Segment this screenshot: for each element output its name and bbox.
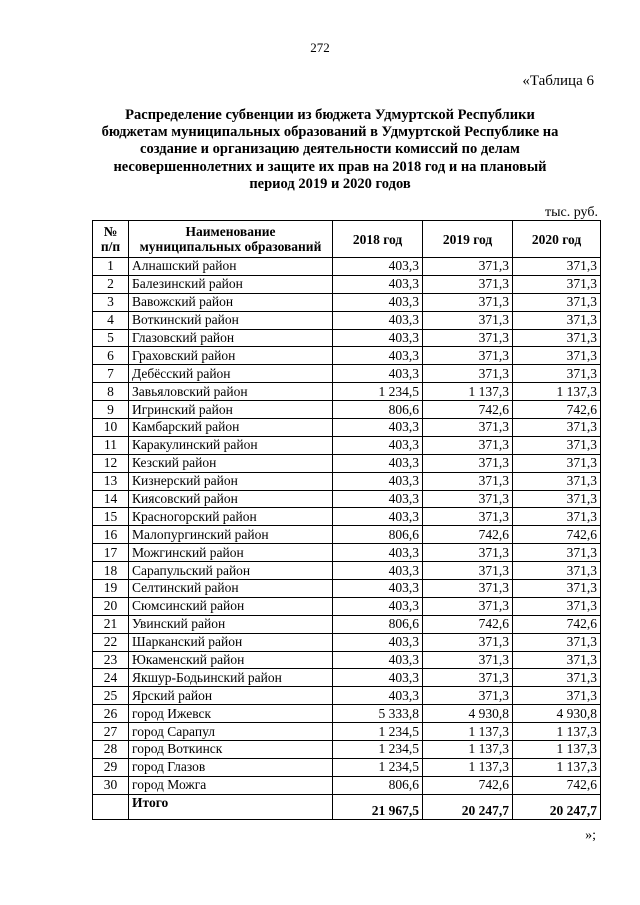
value-2020: 742,6 [513, 526, 601, 544]
municipality-name: Граховский район [129, 347, 333, 365]
value-2019: 371,3 [423, 347, 513, 365]
municipality-name: Каракулинский район [129, 436, 333, 454]
row-number: 29 [93, 758, 129, 776]
subsidy-table [92, 220, 601, 820]
table-row [93, 526, 601, 544]
table-row [93, 293, 601, 311]
value-2018: 403,3 [333, 258, 423, 276]
row-number: 10 [93, 419, 129, 437]
table-header-row [93, 221, 601, 258]
table-caption: «Таблица 6 [522, 73, 594, 89]
value-2019: 371,3 [423, 258, 513, 276]
table-row [93, 758, 601, 776]
value-2020: 1 137,3 [513, 723, 601, 741]
value-2019: 4 930,8 [423, 705, 513, 723]
table-row [93, 329, 601, 347]
row-number: 23 [93, 651, 129, 669]
value-2019: 371,3 [423, 544, 513, 562]
table-row [93, 258, 601, 276]
table-row [93, 275, 601, 293]
row-number: 1 [93, 258, 129, 276]
table-row [93, 723, 601, 741]
value-2018: 5 333,8 [333, 705, 423, 723]
value-2018: 403,3 [333, 419, 423, 437]
header-number-line1: № [103, 224, 118, 239]
value-2020: 1 137,3 [513, 741, 601, 759]
value-2020: 371,3 [513, 293, 601, 311]
table-row [93, 419, 601, 437]
value-2020: 371,3 [513, 275, 601, 293]
value-2018: 403,3 [333, 347, 423, 365]
municipality-name: Глазовский район [129, 329, 333, 347]
value-2019: 371,3 [423, 580, 513, 598]
municipality-name: Завьяловский район [129, 383, 333, 401]
municipality-name: Якшур-Бодьинский район [129, 669, 333, 687]
value-2019: 371,3 [423, 490, 513, 508]
municipality-name: Сюмсинский район [129, 597, 333, 615]
header-name [129, 221, 333, 258]
table-row [93, 383, 601, 401]
value-2019: 371,3 [423, 436, 513, 454]
row-number: 26 [93, 705, 129, 723]
municipality-name: город Сарапул [129, 723, 333, 741]
value-2019: 371,3 [423, 454, 513, 472]
document-title [80, 107, 580, 193]
municipality-name: город Можга [129, 776, 333, 794]
value-2019: 1 137,3 [423, 758, 513, 776]
row-number: 18 [93, 562, 129, 580]
row-number: 15 [93, 508, 129, 526]
municipality-name: город Ижевск [129, 705, 333, 723]
value-2020: 371,3 [513, 651, 601, 669]
municipality-name: город Глазов [129, 758, 333, 776]
total-2019: 20 247,7 [423, 794, 513, 819]
value-2019: 371,3 [423, 365, 513, 383]
table-row [93, 365, 601, 383]
table-row [93, 633, 601, 651]
value-2020: 371,3 [513, 544, 601, 562]
value-2018: 806,6 [333, 615, 423, 633]
value-2019: 371,3 [423, 329, 513, 347]
value-2019: 371,3 [423, 597, 513, 615]
value-2018: 403,3 [333, 597, 423, 615]
municipality-name: Малопургинский район [129, 526, 333, 544]
row-number: 5 [93, 329, 129, 347]
title-line: несовершеннолетних и защите их прав на 2018 год и на плановый [113, 158, 547, 175]
table-row [93, 454, 601, 472]
municipality-name: Шарканский район [129, 633, 333, 651]
municipality-name: Можгинский район [129, 544, 333, 562]
value-2020: 371,3 [513, 436, 601, 454]
row-number: 27 [93, 723, 129, 741]
value-2020: 371,3 [513, 669, 601, 687]
value-2020: 371,3 [513, 258, 601, 276]
value-2020: 371,3 [513, 347, 601, 365]
value-2019: 1 137,3 [423, 383, 513, 401]
value-2020: 371,3 [513, 454, 601, 472]
value-2018: 403,3 [333, 454, 423, 472]
municipality-name: Дебёсский район [129, 365, 333, 383]
value-2018: 403,3 [333, 472, 423, 490]
row-number: 30 [93, 776, 129, 794]
value-2019: 371,3 [423, 508, 513, 526]
table-row [93, 687, 601, 705]
value-2018: 1 234,5 [333, 383, 423, 401]
table-row [93, 401, 601, 419]
closing-quote: »; [585, 828, 596, 843]
value-2019: 742,6 [423, 776, 513, 794]
row-number: 8 [93, 383, 129, 401]
value-2019: 371,3 [423, 669, 513, 687]
value-2020: 4 930,8 [513, 705, 601, 723]
value-2020: 1 137,3 [513, 383, 601, 401]
value-2018: 403,3 [333, 544, 423, 562]
municipality-name: Сарапульский район [129, 562, 333, 580]
municipality-name: Ярский район [129, 687, 333, 705]
total-row [93, 794, 601, 819]
value-2018: 403,3 [333, 651, 423, 669]
row-number: 11 [93, 436, 129, 454]
value-2020: 371,3 [513, 508, 601, 526]
table-body [93, 258, 601, 795]
header-2018: 2018 год [333, 221, 423, 258]
table-row [93, 508, 601, 526]
row-number: 12 [93, 454, 129, 472]
municipality-name: Вавожский район [129, 293, 333, 311]
value-2019: 1 137,3 [423, 741, 513, 759]
row-number: 4 [93, 311, 129, 329]
value-2018: 806,6 [333, 526, 423, 544]
municipality-name: Камбарский район [129, 419, 333, 437]
value-2020: 742,6 [513, 615, 601, 633]
municipality-name: Кизнерский район [129, 472, 333, 490]
row-number: 25 [93, 687, 129, 705]
row-number: 21 [93, 615, 129, 633]
value-2019: 371,3 [423, 651, 513, 669]
value-2020: 371,3 [513, 419, 601, 437]
value-2020: 371,3 [513, 562, 601, 580]
row-number: 9 [93, 401, 129, 419]
header-2020: 2020 год [513, 221, 601, 258]
table-row [93, 472, 601, 490]
value-2018: 806,6 [333, 401, 423, 419]
value-2019: 371,3 [423, 633, 513, 651]
municipality-name: Киясовский район [129, 490, 333, 508]
row-number: 28 [93, 741, 129, 759]
value-2018: 403,3 [333, 633, 423, 651]
value-2019: 742,6 [423, 526, 513, 544]
value-2019: 1 137,3 [423, 723, 513, 741]
value-2018: 1 234,5 [333, 758, 423, 776]
value-2020: 371,3 [513, 329, 601, 347]
title-line: Распределение субвенции из бюджета Удмуртской Республики [125, 107, 535, 123]
row-number: 3 [93, 293, 129, 311]
row-number: 2 [93, 275, 129, 293]
value-2019: 742,6 [423, 615, 513, 633]
value-2020: 742,6 [513, 401, 601, 419]
header-number [93, 221, 129, 258]
municipality-name: Алнашский район [129, 258, 333, 276]
value-2018: 806,6 [333, 776, 423, 794]
value-2018: 403,3 [333, 669, 423, 687]
row-number: 20 [93, 597, 129, 615]
municipality-name: Кезский район [129, 454, 333, 472]
value-2020: 371,3 [513, 365, 601, 383]
value-2018: 1 234,5 [333, 723, 423, 741]
title-line: период 2019 и 2020 годов [249, 175, 411, 192]
value-2018: 403,3 [333, 687, 423, 705]
table-row [93, 311, 601, 329]
value-2019: 371,3 [423, 472, 513, 490]
value-2019: 742,6 [423, 401, 513, 419]
total-2018: 21 967,5 [333, 794, 423, 819]
municipality-name: Селтинский район [129, 580, 333, 598]
table-row [93, 580, 601, 598]
value-2020: 1 137,3 [513, 758, 601, 776]
value-2018: 403,3 [333, 365, 423, 383]
value-2018: 403,3 [333, 580, 423, 598]
value-2020: 371,3 [513, 490, 601, 508]
value-2020: 371,3 [513, 687, 601, 705]
header-2019: 2019 год [423, 221, 513, 258]
value-2019: 371,3 [423, 275, 513, 293]
municipality-name: Юкаменский район [129, 651, 333, 669]
row-number: 22 [93, 633, 129, 651]
value-2020: 371,3 [513, 633, 601, 651]
value-2018: 403,3 [333, 562, 423, 580]
total-label: Итого [129, 794, 333, 819]
table-row [93, 741, 601, 759]
value-2019: 371,3 [423, 562, 513, 580]
table-row [93, 651, 601, 669]
value-2019: 371,3 [423, 419, 513, 437]
row-number: 14 [93, 490, 129, 508]
row-number: 7 [93, 365, 129, 383]
row-number: 24 [93, 669, 129, 687]
page-number: 272 [310, 40, 330, 55]
table-row [93, 669, 601, 687]
row-number: 17 [93, 544, 129, 562]
municipality-name: город Воткинск [129, 741, 333, 759]
municipality-name: Воткинский район [129, 311, 333, 329]
value-2019: 371,3 [423, 311, 513, 329]
table-row [93, 490, 601, 508]
value-2018: 403,3 [333, 275, 423, 293]
value-2018: 403,3 [333, 508, 423, 526]
table-row [93, 776, 601, 794]
title-line: создание и организацию деятельности комиссий по делам [140, 141, 520, 158]
units-label: тыс. руб. [545, 205, 598, 220]
value-2018: 403,3 [333, 436, 423, 454]
header-number-line2: п/п [100, 239, 121, 254]
row-number: 19 [93, 580, 129, 598]
row-number: 13 [93, 472, 129, 490]
value-2018: 403,3 [333, 490, 423, 508]
municipality-name: Красногорский район [129, 508, 333, 526]
municipality-name: Балезинский район [129, 275, 333, 293]
table-row [93, 705, 601, 723]
value-2020: 371,3 [513, 597, 601, 615]
header-name-line2: муниципальных образований [139, 239, 322, 254]
value-2018: 403,3 [333, 311, 423, 329]
table-row [93, 615, 601, 633]
municipality-name: Увинский район [129, 615, 333, 633]
value-2020: 742,6 [513, 776, 601, 794]
table-row [93, 597, 601, 615]
table-row [93, 436, 601, 454]
value-2019: 371,3 [423, 687, 513, 705]
value-2020: 371,3 [513, 311, 601, 329]
header-name-line1: Наименование [185, 224, 276, 239]
title-line: бюджетам муниципальных образований в Удмуртской Республике на [101, 124, 559, 141]
total-number-cell [93, 794, 129, 819]
row-number: 16 [93, 526, 129, 544]
table-row [93, 347, 601, 365]
value-2018: 403,3 [333, 293, 423, 311]
value-2020: 371,3 [513, 580, 601, 598]
total-2020: 20 247,7 [513, 794, 601, 819]
row-number: 6 [93, 347, 129, 365]
value-2019: 371,3 [423, 293, 513, 311]
table-row [93, 544, 601, 562]
municipality-name: Игринский район [129, 401, 333, 419]
value-2018: 1 234,5 [333, 741, 423, 759]
value-2018: 403,3 [333, 329, 423, 347]
table-row [93, 562, 601, 580]
value-2020: 371,3 [513, 472, 601, 490]
